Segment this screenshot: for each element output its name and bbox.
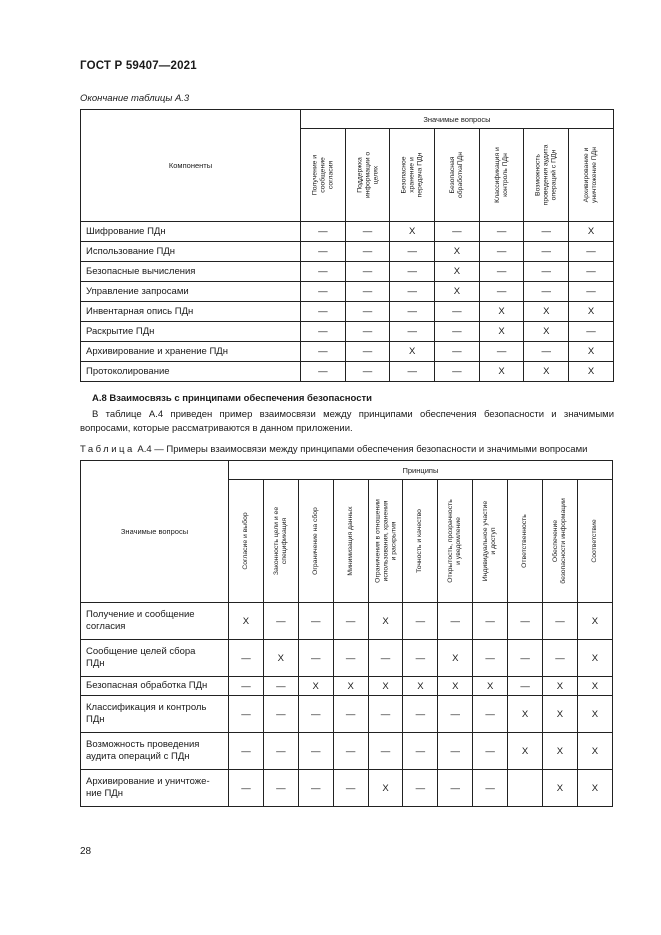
a3-cell: — <box>301 222 346 242</box>
a4-cell: — <box>298 733 333 770</box>
a4-cell: — <box>368 640 403 677</box>
a4-cell: X <box>368 677 403 696</box>
a4-cell: — <box>298 603 333 640</box>
a4-cell: X <box>438 677 473 696</box>
a3-cell: — <box>569 242 614 262</box>
a4-cell: — <box>333 733 368 770</box>
a4-cell: X <box>229 603 264 640</box>
a4-cell: X <box>577 640 612 677</box>
a3-column-header <box>524 129 569 222</box>
a3-row-name: Управление запросами <box>81 282 301 302</box>
a3-cell: — <box>390 302 435 322</box>
a3-cell: — <box>479 222 524 242</box>
a4-column-header <box>263 480 298 603</box>
a4-column-header-line: Ограничение на сбор <box>311 507 319 575</box>
a3-cell: — <box>390 282 435 302</box>
a3-cell: — <box>524 242 569 262</box>
a4-column-header-text <box>347 506 355 575</box>
a3-row-name: Инвентарная опись ПДн <box>81 302 301 322</box>
a3-column-header-text <box>535 145 558 206</box>
a4-column-header <box>543 480 578 603</box>
a4-cell: — <box>473 603 508 640</box>
a3-cell: — <box>569 322 614 342</box>
a4-row <box>81 640 613 677</box>
a4-cell: X <box>543 696 578 733</box>
a3-row <box>81 362 614 382</box>
a3-column-header-text <box>494 147 510 203</box>
table-a3-caption: Окончание таблицы А.3 <box>80 93 190 104</box>
a4-cell: — <box>473 733 508 770</box>
table-a3 <box>80 109 614 382</box>
a4-column-header-line: и доступ <box>490 527 498 555</box>
a3-cell: X <box>524 362 569 382</box>
a3-cell: — <box>345 322 390 342</box>
a4-cell: — <box>298 640 333 677</box>
a4-column-header-line: Ограничения в отношении <box>373 499 381 583</box>
a3-column-header <box>435 129 480 222</box>
a3-column-header-line: целях <box>371 165 379 185</box>
a4-cell: — <box>229 640 264 677</box>
a4-cell: — <box>403 733 438 770</box>
a3-column-header-line: согласия <box>326 160 334 190</box>
a4-column-header-line: Открытость, прозрачность <box>447 499 455 583</box>
a3-row <box>81 342 614 362</box>
a3-column-header-line: контроль ПДн <box>501 153 509 197</box>
a3-cell: — <box>345 302 390 322</box>
a3-cell: — <box>524 342 569 362</box>
a4-column-header <box>508 480 543 603</box>
a3-cell: — <box>301 262 346 282</box>
a4-cell: X <box>368 603 403 640</box>
a3-column-header-line: Возможность <box>534 154 542 196</box>
a3-row-name: Шифрование ПДн <box>81 222 301 242</box>
a3-column-header-line: информации о <box>363 151 371 199</box>
a4-column-header-line: Индивидуальное участие <box>482 500 490 582</box>
a3-cell: — <box>390 322 435 342</box>
a4-cell: X <box>577 770 612 807</box>
a4-cell: — <box>229 770 264 807</box>
a4-row-name <box>81 677 229 696</box>
a4-cell: — <box>403 640 438 677</box>
a3-row <box>81 302 614 322</box>
a4-cell: X <box>438 640 473 677</box>
a4-column-header-line: Минимизация данных <box>346 506 354 576</box>
a3-column-header-line: проведения аудита <box>542 144 550 206</box>
a4-cell: — <box>263 603 298 640</box>
a4-cell: — <box>263 770 298 807</box>
a3-column-header <box>301 129 346 222</box>
a3-cell: X <box>569 302 614 322</box>
questions-header: Значимые вопросы <box>81 461 229 603</box>
a3-cell: X <box>569 342 614 362</box>
a3-cell: — <box>301 282 346 302</box>
a3-cell: X <box>435 282 480 302</box>
a3-cell: X <box>569 222 614 242</box>
a3-cell: X <box>479 302 524 322</box>
a4-cell: — <box>333 603 368 640</box>
a3-row-name: Раскрытие ПДн <box>81 322 301 342</box>
a3-cell: X <box>524 322 569 342</box>
a3-cell: — <box>569 282 614 302</box>
a3-cell: — <box>345 282 390 302</box>
table-a4-caption-text: А.4 — Примеры взаимосвязи между принципами обеспечения безопасности и значимыми вопросами <box>137 444 588 455</box>
a4-row <box>81 733 613 770</box>
a3-cell: — <box>524 262 569 282</box>
a4-cell: — <box>438 696 473 733</box>
a4-cell: X <box>403 677 438 696</box>
a4-cell: — <box>508 677 543 696</box>
a4-column-header <box>298 480 333 603</box>
a4-row-name-line: аудита операций с ПДн <box>86 751 190 762</box>
a4-cell: X <box>543 677 578 696</box>
a4-row-name <box>81 640 229 677</box>
a3-column-header-line: сообщение <box>318 157 326 193</box>
a4-cell: — <box>263 696 298 733</box>
a3-cell: — <box>301 362 346 382</box>
a4-row-name-line: Получение и сообщение <box>86 609 195 620</box>
section-a8-paragraph: В таблице А.4 приведен пример взаимосвязи между принципами обеспечения безопасности и значимыми вопросами, которые рассматриваются в данном приложении. <box>80 409 614 434</box>
a4-column-header <box>229 480 264 603</box>
a3-cell: X <box>435 242 480 262</box>
a4-row <box>81 603 613 640</box>
a4-column-header-text <box>242 512 250 569</box>
a4-row-name-line: Возможность проведения <box>86 739 200 750</box>
a4-column-header-text <box>416 509 424 573</box>
a4-row-name-line: согласия <box>86 621 126 632</box>
a4-row <box>81 677 613 696</box>
a4-column-header-line: Точность и качество <box>416 509 424 573</box>
a4-column-header-line: Законность цели и ее <box>273 506 281 576</box>
a3-column-header-line: передача ПДн <box>416 152 424 198</box>
a4-cell: — <box>438 770 473 807</box>
a4-cell: — <box>263 733 298 770</box>
a3-row <box>81 262 614 282</box>
a3-cell: — <box>390 262 435 282</box>
a4-column-header-line: Соответствие <box>590 519 598 563</box>
a3-cell: — <box>569 262 614 282</box>
a4-cell: — <box>403 696 438 733</box>
table-a4-caption-label: Таблица <box>80 444 135 455</box>
a4-cell: — <box>508 603 543 640</box>
a4-cell: — <box>229 677 264 696</box>
a4-cell: X <box>508 696 543 733</box>
a3-row-name: Использование ПДн <box>81 242 301 262</box>
a4-cell: X <box>577 733 612 770</box>
a4-column-header-text <box>447 499 463 583</box>
a4-column-header-text <box>374 499 397 583</box>
a3-column-header <box>345 129 390 222</box>
a3-cell: — <box>479 282 524 302</box>
a3-column-header-line: Получение и <box>311 154 319 196</box>
a4-cell: — <box>333 640 368 677</box>
a4-row-name-line: ПДн <box>86 658 105 669</box>
a4-cell: X <box>577 677 612 696</box>
a3-cell: — <box>390 242 435 262</box>
a4-column-header-text <box>521 514 529 568</box>
a4-row-name <box>81 770 229 807</box>
a4-column-header <box>438 480 473 603</box>
a4-cell: — <box>473 770 508 807</box>
a4-cell: — <box>403 603 438 640</box>
a3-cell: X <box>524 302 569 322</box>
a3-row <box>81 242 614 262</box>
a4-cell: X <box>333 677 368 696</box>
a4-row-name-line: Безопасная обработка ПДн <box>86 680 208 691</box>
a4-column-header-line: и раскрытия <box>389 521 397 561</box>
a3-cell: — <box>435 342 480 362</box>
a3-cell: X <box>435 262 480 282</box>
a4-column-header-line: и уведомление <box>455 517 463 565</box>
a4-row <box>81 696 613 733</box>
a3-cell: — <box>435 302 480 322</box>
a4-cell: X <box>543 770 578 807</box>
a4-column-header <box>473 480 508 603</box>
a3-column-header-line: Безопасное <box>400 156 408 194</box>
a4-column-header-line: спецификация <box>280 517 288 565</box>
a4-cell: — <box>263 677 298 696</box>
a4-cell: — <box>403 770 438 807</box>
document-header: ГОСТ Р 59407—2021 <box>80 60 197 72</box>
a4-cell: X <box>298 677 333 696</box>
table-a4-caption <box>80 444 587 455</box>
a4-cell: — <box>368 733 403 770</box>
a3-cell: X <box>479 362 524 382</box>
a3-cell: — <box>479 262 524 282</box>
a3-cell: — <box>524 222 569 242</box>
a4-column-header-line: Согласие и выбор <box>242 512 250 570</box>
a4-cell: — <box>438 733 473 770</box>
a4-row-name <box>81 603 229 640</box>
components-header: Компоненты <box>81 110 301 222</box>
a4-cell: — <box>473 640 508 677</box>
a4-cell: — <box>333 770 368 807</box>
a3-cell: — <box>524 282 569 302</box>
a4-row-name <box>81 733 229 770</box>
a3-column-header <box>569 129 614 222</box>
a3-cell: — <box>345 362 390 382</box>
a4-row-name-line: Классификация и контроль <box>86 702 207 713</box>
a3-row-name: Протоколирование <box>81 362 301 382</box>
a3-cell: — <box>435 222 480 242</box>
a4-column-header-line: использования, хранения <box>381 500 389 582</box>
a4-cell: — <box>229 696 264 733</box>
a4-column-header-text <box>591 519 599 562</box>
a4-column-header-line: Обеспечение <box>552 519 560 563</box>
a3-row-name: Безопасные вычисления <box>81 262 301 282</box>
a4-cell: — <box>298 770 333 807</box>
a3-cell: — <box>390 362 435 382</box>
a4-cell: X <box>577 603 612 640</box>
a4-cell: — <box>298 696 333 733</box>
a4-cell: — <box>333 696 368 733</box>
a4-column-header-text <box>482 501 498 581</box>
a3-cell: X <box>390 342 435 362</box>
a4-cell: X <box>473 677 508 696</box>
a4-row-name-line: Сообщение целей сбора <box>86 646 196 657</box>
table-a4 <box>80 460 613 807</box>
a3-row <box>81 222 614 242</box>
a3-row <box>81 282 614 302</box>
a4-column-header <box>403 480 438 603</box>
a3-column-header-line: уничтожение ПДн <box>591 146 598 204</box>
a4-row-name-line: ние ПДн <box>86 788 123 799</box>
a4-cell: — <box>543 640 578 677</box>
a4-row-name-line: ПДн <box>86 714 105 725</box>
a3-row-name: Архивирование и хранение ПДн <box>81 342 301 362</box>
a3-row <box>81 322 614 342</box>
a3-column-header-text <box>583 147 599 203</box>
a3-column-header-line: Архивирование и <box>583 147 591 203</box>
a3-cell: — <box>479 342 524 362</box>
a3-cell: X <box>390 222 435 242</box>
a3-column-header-line: Поддержка <box>355 157 363 193</box>
a4-column-header-text <box>552 498 568 584</box>
a4-row-name-line: Архивирование и уничтоже- <box>86 776 210 787</box>
a3-column-header <box>479 129 524 222</box>
a3-column-header-line: обработкаПДн <box>456 151 464 199</box>
a4-cell: — <box>473 696 508 733</box>
a3-column-header <box>390 129 435 222</box>
a3-column-header-line: операций с ПДн <box>550 149 558 201</box>
a3-cell: — <box>301 322 346 342</box>
a4-column-header <box>333 480 368 603</box>
a4-column-header <box>368 480 403 603</box>
a3-cell: — <box>345 262 390 282</box>
a3-column-header-line: хранение и <box>408 157 416 193</box>
a4-row-name <box>81 696 229 733</box>
a3-cell: X <box>479 322 524 342</box>
a3-cell: X <box>569 362 614 382</box>
a4-cell: X <box>508 733 543 770</box>
a3-cell: — <box>435 362 480 382</box>
a3-column-header-line: Безопасная <box>449 156 457 194</box>
a3-cell: — <box>301 342 346 362</box>
a3-cell: — <box>301 302 346 322</box>
significant-questions-header: Значимые вопросы <box>301 110 614 129</box>
a4-column-header-text <box>312 507 320 575</box>
a4-column-header-line: безопасности информации <box>559 498 567 584</box>
a4-column-header-text <box>273 507 289 575</box>
a4-cell: X <box>543 733 578 770</box>
a3-column-header-text <box>311 155 334 195</box>
a4-cell: — <box>508 640 543 677</box>
a3-cell: — <box>479 242 524 262</box>
a3-column-header-line: Классификация и <box>493 147 501 203</box>
a4-cell: — <box>438 603 473 640</box>
a4-cell: — <box>368 696 403 733</box>
a3-column-header-text <box>356 152 379 198</box>
a4-cell <box>508 770 543 807</box>
a3-cell: — <box>345 242 390 262</box>
section-a8-title: А.8 Взаимосвязь с принципами обеспечения безопасности <box>92 393 372 404</box>
a3-cell: — <box>345 222 390 242</box>
a3-column-header-text <box>401 153 424 198</box>
a3-column-header-text <box>449 152 465 198</box>
a4-cell: X <box>263 640 298 677</box>
a3-cell: — <box>301 242 346 262</box>
a4-cell: — <box>543 603 578 640</box>
a4-cell: — <box>229 733 264 770</box>
principles-header: Принципы <box>229 461 613 480</box>
a3-cell: — <box>345 342 390 362</box>
a4-column-header <box>577 480 612 603</box>
a3-cell: — <box>435 322 480 342</box>
a4-row <box>81 770 613 807</box>
a4-cell: X <box>577 696 612 733</box>
a4-column-header-line: Ответственность <box>521 514 529 568</box>
a4-cell: X <box>368 770 403 807</box>
page-number: 28 <box>80 846 92 857</box>
